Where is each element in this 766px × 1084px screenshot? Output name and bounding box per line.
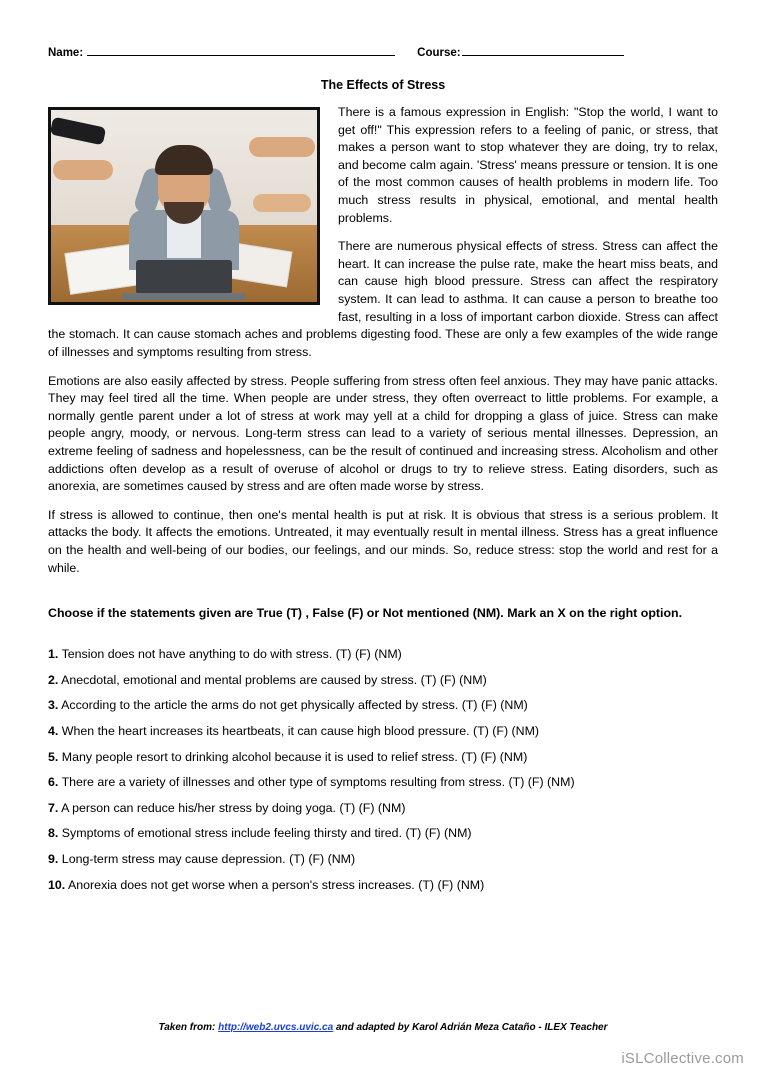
statement-number: 9. [48,852,59,867]
statement-text: Long-term stress may cause depression. [61,852,286,867]
list-item[interactable] [48,850,718,869]
student-info-row [48,44,718,59]
statement-number: 4. [48,724,59,739]
credit-prefix: Taken from: [158,1022,216,1033]
list-item[interactable] [48,773,718,792]
statement-options[interactable]: (T) (F) (NM) [339,800,406,815]
credit-suffix: and adapted by Karol Adrián Meza Cataño - ILEX Teacher [335,1022,608,1033]
statement-text: When the heart increases its heartbeats, it can cause high blood pressure. [61,724,470,739]
stressed-man-photo [48,107,320,305]
page-title: The Effects of Stress [320,78,446,92]
list-item[interactable] [48,722,718,741]
statement-text: Anecdotal, emotional and mental problems are caused by stress. [61,672,418,687]
source-link[interactable]: http://web2.uvcs.uvic.ca [218,1022,334,1033]
exercise-instructions: Choose if the statements given are True (T) , False (F) or Not mentioned (NM). Mark an X on the right option. [48,606,683,621]
course-input-line[interactable] [462,44,624,56]
list-item[interactable] [48,645,718,664]
name-label: Name: [48,47,84,59]
course-label: Course: [417,47,461,59]
statement-options[interactable]: (T) (F) (NM) [418,877,485,892]
article-paragraph-4: If stress is allowed to continue, then one's mental health is put at risk. It is obvious that stress is a serious problem. It attacks the body. It affects the emotions. Untreated, it may eventually result in mental illness. Stress has a great influence on the health and well-being of our bodies, our feelings, and our minds. So, reduce stress: stop the world and rest for a while. [48,507,718,575]
statement-options[interactable]: (T) (F) (NM) [508,775,575,790]
list-item[interactable] [48,876,718,895]
statement-text: According to the article the arms do not get physically affected by stress. [61,698,459,713]
article-paragraph-2: There are numerous physical effects of stress. Stress can affect the heart. It can increase the pulse rate, make the heart miss beats, and can cause high blood pressure. Stress can affect the respiratory system. It can lead to asthma. It can cause a person to breathe too fast, resulting in a loss of important carbon dioxide. Stress can affect the stomach. It can cause stomach aches and problems digesting food. These are only a few examples of the wide range of illnesses and symptoms resulting from stress. [48,239,718,359]
list-item[interactable] [48,799,718,818]
statement-number: 7. [48,800,59,815]
statement-text: There are a variety of illnesses and other type of symptoms resulting from stress. [61,775,506,790]
statement-text: Symptoms of emotional stress include feeling thirsty and tired. [61,826,403,841]
statement-text: A person can reduce his/her stress by doing yoga. [61,800,336,815]
statement-number: 10. [48,877,66,892]
photo-hand-left [53,160,113,180]
list-item[interactable] [48,671,718,690]
statements-list [48,645,718,894]
site-watermark: iSLCollective.com [621,1050,744,1067]
statement-number: 8. [48,826,59,841]
statement-number: 5. [48,749,59,764]
article-top-block [48,104,718,373]
statement-number: 1. [48,647,59,662]
list-item[interactable] [48,824,718,843]
statement-number: 2. [48,672,59,687]
statement-text: Anorexia does not get worse when a person's stress increases. [68,877,415,892]
statement-options[interactable]: (T) (F) (NM) [420,672,487,687]
statement-options[interactable]: (T) (F) (NM) [461,749,528,764]
statement-options[interactable]: (T) (F) (NM) [405,826,472,841]
statement-text: Tension does not have anything to do with stress. [61,647,333,662]
statement-options[interactable]: (T) (F) (NM) [473,724,540,739]
photo-hand-right-top [249,137,315,157]
statement-number: 3. [48,698,59,713]
article-paragraph-3: Emotions are also easily affected by stress. People suffering from stress often feel anxious. They may have panic attacks. They may feel tired all the time. When people are under stress, they often overreact to little problems. For example, a normally gentle parent under a lot of stress at work may yell at a child for dropping a glass of juice. Stress can make people angry, moody, or nervous. Long-term stress can lead to a variety of serious mental illnesses. Depression, an extreme feeling of sadness and hopelessness, can be the result of continued and increasing stress. Alcoholism and other addictions often develop as a result of overuse of alcohol or drugs to try to relieve stress. Eating disorders, such as anorexia, are sometimes caused by stress and are often made worse by stress. [48,373,718,494]
statement-text: Many people resort to drinking alcohol because it is used to relief stress. [61,749,458,764]
list-item[interactable] [48,748,718,767]
source-credit [0,1022,766,1033]
statement-options[interactable]: (T) (F) (NM) [335,647,402,662]
article-paragraph-1: There is a famous expression in English: "Stop the world, I want to get off!" This expression refers to a feeling of panic, or stress, that makes a person want to stop whatever they are doing, try to relax, and become calm again. 'Stress' means pressure or tension. It is one of the most common causes of health problems in modern life. Too much stress results in physical, emotional, and mental health problems. [338,105,718,225]
photo-laptop [136,260,232,294]
photo-hand-pointing [253,194,311,212]
list-item[interactable] [48,696,718,715]
statement-options[interactable]: (T) (F) (NM) [461,698,528,713]
statement-number: 6. [48,775,59,790]
statement-options[interactable]: (T) (F) (NM) [289,852,356,867]
name-input-line[interactable] [87,44,395,56]
worksheet-content [48,0,718,901]
